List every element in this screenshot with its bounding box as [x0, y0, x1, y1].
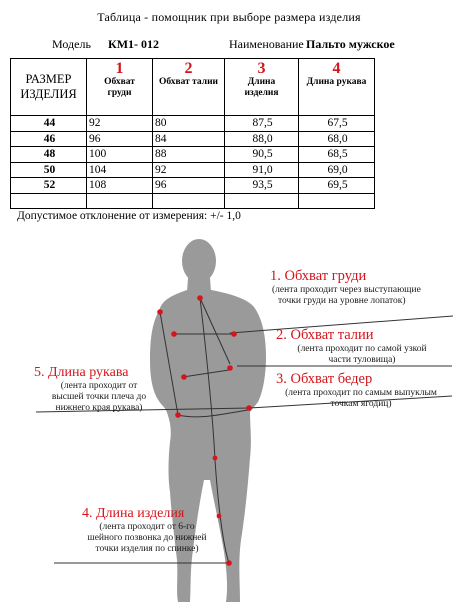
sleeve-cell: 69,0 — [299, 162, 375, 178]
header-length — [225, 59, 299, 116]
table-row — [11, 178, 375, 194]
annotation-sleeve-desc-line: нижнего края рукава) — [55, 403, 143, 413]
annotation-chest-desc — [270, 285, 450, 307]
annotation-sleeve — [34, 365, 164, 414]
length-cell: 93,5 — [225, 178, 299, 194]
point-length-knee — [217, 514, 222, 519]
point-length-bottom — [226, 560, 232, 566]
sleeve-cell: 69,5 — [299, 178, 375, 194]
waist-cell: 92 — [153, 162, 225, 178]
annotation-hips — [270, 371, 452, 410]
waist-cell: 96 — [153, 178, 225, 194]
chest-cell: 104 — [87, 162, 153, 178]
sleeve-cell: 67,5 — [299, 116, 375, 132]
annotation-length — [82, 506, 212, 555]
annotation-waist-desc-line: (лента проходит по самой узкой — [297, 344, 427, 354]
header-chest-label-2: груди — [107, 88, 132, 98]
tolerance-note: Допустимое отклонение от измерения: +/- 1,0 — [17, 210, 241, 222]
header-waist-label: Обхват талии — [158, 77, 219, 87]
annotation-waist-desc — [276, 344, 448, 366]
point-neck — [197, 295, 203, 301]
chest-cell: 92 — [87, 116, 153, 132]
size-cell — [11, 193, 87, 209]
chest-cell: 96 — [87, 131, 153, 147]
table-row — [11, 116, 375, 132]
header-sleeve-number: 4 — [332, 60, 341, 77]
size-cell: 44 — [11, 116, 87, 132]
chest-cell — [87, 193, 153, 209]
annotation-chest-desc-line: (лента проходит через выступающие — [272, 285, 421, 295]
waist-cell: 84 — [153, 131, 225, 147]
header-length-number: 3 — [257, 60, 266, 77]
header-chest-label-1: Обхват — [104, 77, 135, 87]
point-length-mid — [213, 456, 218, 461]
waist-cell: 80 — [153, 116, 225, 132]
annotation-chest-title: 1. Обхват груди — [270, 268, 367, 284]
header-sleeve — [299, 59, 375, 116]
chest-cell: 100 — [87, 147, 153, 163]
length-cell: 90,5 — [225, 147, 299, 163]
point-shoulder — [157, 309, 163, 315]
table-header-row — [11, 59, 375, 116]
annotation-chest-desc-line: точки груди на уровне лопаток) — [278, 296, 406, 306]
point-waist-right — [227, 365, 233, 371]
table-row — [11, 131, 375, 147]
annotation-length-title: 4. Длина изделия — [82, 506, 185, 521]
annotation-hips-title: 3. Обхват бедер — [276, 371, 373, 387]
length-cell — [225, 193, 299, 209]
header-waist — [153, 59, 225, 116]
annotation-length-desc-line: шейного позвонка до нижней — [87, 533, 207, 543]
product-name-value: Пальто мужское — [306, 37, 395, 51]
header-sleeve-label: Длина рукава — [306, 77, 367, 87]
waist-cell: 88 — [153, 147, 225, 163]
annotation-waist-title: 2. Обхват талии — [276, 327, 374, 343]
header-chest — [87, 59, 153, 116]
annotation-sleeve-title: 5. Длина рукава — [34, 365, 129, 380]
annotation-length-desc-line: (лента проходит от 6-го — [99, 522, 195, 532]
size-cell: 46 — [11, 131, 87, 147]
size-cell: 48 — [11, 147, 87, 163]
annotation-waist — [276, 327, 448, 366]
size-table — [10, 58, 375, 209]
size-cell: 50 — [11, 162, 87, 178]
head-shape — [182, 239, 216, 283]
annotation-length-desc-line: точки изделия по спинке) — [95, 544, 199, 554]
sleeve-cell — [299, 193, 375, 209]
annotation-sleeve-desc-line: (лента проходит от — [60, 381, 138, 391]
product-name-label: Наименование — [229, 37, 304, 51]
header-size-line2: ИЗДЕЛИЯ — [20, 87, 77, 101]
header-size-line1: РАЗМЕР — [25, 72, 72, 86]
sleeve-cell: 68,0 — [299, 131, 375, 147]
table-row — [11, 162, 375, 178]
header-size — [11, 59, 87, 116]
size-cell: 52 — [11, 178, 87, 194]
chest-cell: 108 — [87, 178, 153, 194]
annotation-sleeve-desc-line: высшей точки плеча до — [51, 392, 147, 402]
table-row — [11, 147, 375, 163]
length-cell: 88,0 — [225, 131, 299, 147]
annotation-hips-desc-line: точкам ягодиц) — [330, 399, 392, 409]
sleeve-cell: 68,5 — [299, 147, 375, 163]
point-hips — [246, 405, 252, 411]
annotation-chest — [270, 268, 450, 307]
model-value: КМ1- 012 — [108, 37, 160, 51]
model-label: Модель — [52, 37, 91, 51]
annotation-hips-desc — [270, 388, 452, 410]
waist-cell — [153, 193, 225, 209]
annotation-hips-desc-line: (лента проходит по самым выпуклым — [285, 388, 437, 398]
torso-shape — [155, 290, 266, 602]
annotation-sleeve-desc — [34, 381, 164, 414]
header-length-label-1: Длина — [247, 77, 276, 87]
point-chest-right — [231, 331, 237, 337]
neck-shape — [187, 278, 211, 292]
page-title: Таблица - помощник при выборе размера изделия — [97, 10, 361, 24]
header-chest-number: 1 — [115, 60, 124, 77]
annotation-length-desc — [82, 522, 212, 555]
length-cell: 87,5 — [225, 116, 299, 132]
point-waist-left — [181, 374, 187, 380]
header-waist-number: 2 — [184, 60, 193, 77]
length-cell: 91,0 — [225, 162, 299, 178]
point-wrist — [175, 412, 181, 418]
table-row-empty — [11, 193, 375, 209]
annotation-waist-desc-line: части туловища) — [328, 355, 396, 365]
header-length-label-2: изделия — [244, 88, 279, 98]
point-chest-left — [171, 331, 177, 337]
